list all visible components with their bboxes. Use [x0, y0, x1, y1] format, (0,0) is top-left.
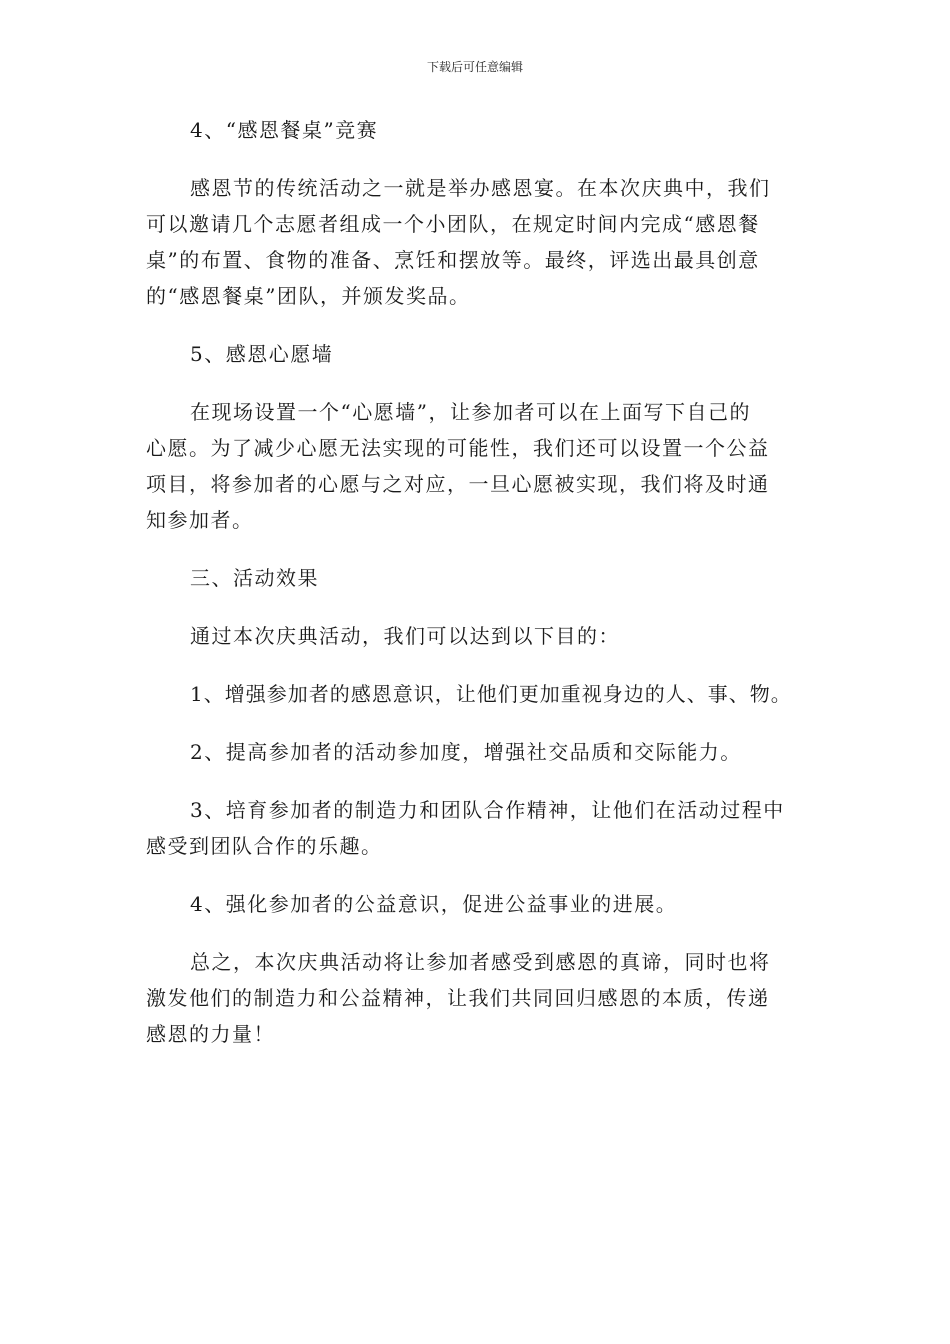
- paragraph-conclusion: [146, 944, 806, 1052]
- header-note: 下载后可任意编辑: [426, 60, 523, 74]
- paragraph-line: 感恩的力量！: [146, 1022, 275, 1046]
- paragraph-line: 3、培育参加者的制造力和团队合作精神，让他们在活动过程中: [190, 798, 785, 822]
- section-heading-4: 4、“感恩餐桌”竞赛: [190, 118, 379, 142]
- paragraph-line: 感恩节的传统活动之一就是举办感恩宴。在本次庆典中，我们: [190, 176, 771, 200]
- paragraph-thanksgiving-table: [146, 170, 806, 314]
- goal-item-2: 2、提高参加者的活动参加度，增强社交品质和交际能力。: [190, 740, 742, 764]
- paragraph-line: 激发他们的制造力和公益精神，让我们共同回归感恩的本质，传递: [146, 986, 770, 1010]
- paragraph-line: 的“感恩餐桌”团队，并颁发奖品。: [146, 284, 471, 308]
- goal-item-3: [146, 792, 806, 864]
- paragraph-line: 心愿。为了减少心愿无法实现的可能性，我们还可以设置一个公益: [146, 436, 770, 460]
- paragraph-wish-wall: [146, 394, 806, 538]
- paragraph-line: 知参加者。: [146, 508, 254, 532]
- paragraph-line: 总之，本次庆典活动将让参加者感受到感恩的真谛，同时也将: [190, 950, 771, 974]
- goal-item-4: 4、强化参加者的公益意识，促进公益事业的进展。: [190, 892, 678, 916]
- paragraph-line: 感受到团队合作的乐趣。: [146, 834, 383, 858]
- paragraph-line: 项目，将参加者的心愿与之对应，一旦心愿被实现，我们将及时通: [146, 472, 770, 496]
- paragraph-line: 桌”的布置、食物的准备、烹饪和摆放等。最终，评选出最具创意: [146, 248, 760, 272]
- goal-item-1: 1、增强参加者的感恩意识，让他们更加重视身边的人、事、物。: [190, 682, 792, 706]
- document-body: [146, 112, 806, 1074]
- section-heading-5: 5、感恩心愿墙: [190, 342, 334, 366]
- effects-intro: 通过本次庆典活动，我们可以达到以下目的：: [190, 624, 620, 648]
- paragraph-line: 在现场设置一个“心愿墙”，让参加者可以在上面写下自己的: [190, 400, 751, 424]
- paragraph-line: 可以邀请几个志愿者组成一个小团队，在规定时间内完成“感恩餐: [146, 212, 760, 236]
- section-heading-effects: 三、活动效果: [190, 566, 319, 590]
